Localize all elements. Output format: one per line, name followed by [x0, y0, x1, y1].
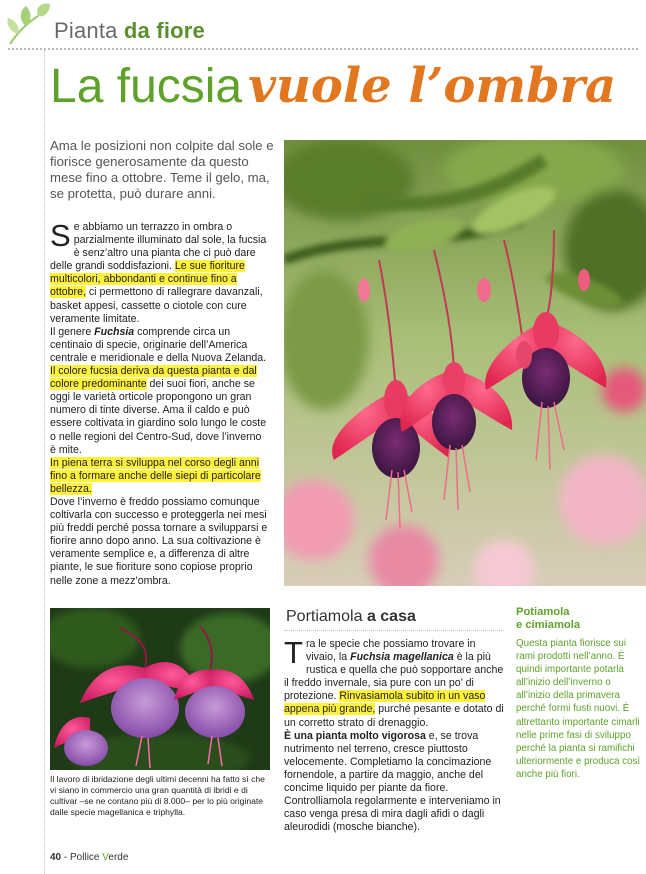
page-footer: 40 - Pollice Verde	[50, 852, 129, 863]
header-divider	[8, 48, 638, 50]
drop-cap: T	[284, 635, 303, 670]
fuchsia-hybrid-photo	[50, 608, 270, 770]
section-divider	[284, 630, 504, 631]
highlight: In piena terra si sviluppa nel corso degli anni fino a formare anche delle siepi di particolare bellezza.	[50, 456, 261, 495]
article-column	[50, 218, 270, 588]
intro-paragraph: Ama le posizioni non colpite dal sole e fiorisce generosamente da questo mese fino a ottobre. Teme il gelo, ma, se protetta, può durare anni.	[50, 138, 274, 201]
section-title: Portiamola a casa	[286, 608, 416, 625]
highlight: Le sue fioriture multicolori, abbondanti e continue fino a ottobre,	[50, 260, 245, 299]
section-paragraph: È una pianta molto vigorosa e, se trova nutrimento nel terreno, cresce piuttosto velocemente. Completiamo la concimazione fornendole, a partire da maggio, anche del concime liquido per piante da fiore. Controlliamola regolarmente e interveniamo in caso venga presa di mira dagli afidi o dagli aleurodidi (mosche bianche).	[284, 729, 501, 834]
fuchsia-photo	[284, 140, 646, 586]
page-number: 40	[50, 852, 62, 863]
article-paragraph: Se abbiamo un terrazzo in ombra o parzialmente illuminato dal sole, la fucsia è senz’altro una pianta che ci può dare delle grandi soddisfazioni. Le sue fioriture multicolori, abbondanti e continue fino a ottobre, ci permettono di rallegrare davanzali, basket appesi, cassette o ciotole con cure veramente limitate.	[50, 218, 267, 325]
article-paragraph	[50, 457, 270, 496]
highlight: Il colore fucsia deriva da questa pianta e dal colore predominante	[50, 365, 257, 391]
photo-caption: Il lavoro di ibridazione degli ultimi decenni ha fatto sì che vi siano in commercio una gran quantità di ibridi e di cultivar –se ne contano più di 8.000– per lo più originate dalle specie magellanica e triphylla.	[50, 774, 265, 817]
highlight: Rinvasiamola subito in un vaso appena più grande,	[284, 690, 486, 716]
article-paragraph: Il genere Fuchsia comprende circa un centinaio di specie, originarie dell’America centrale e meridionale e della Nuova Zelanda. Il colore fucsia deriva da questa pianta e dal colore predominante dei suoi fiori, anche se oggi le varietà orticole propongono un gran numero di tinte diverse. Ama il caldo e può essere coltivata in giardino solo lungo le coste o nelle regioni del Centro-Sud, dove l’inverno è mite.	[50, 325, 267, 456]
page-title: La fucsia vuole l’ombra	[50, 58, 617, 114]
section-paragraph: Tra le specie che possiamo trovare in vivaio, la Fuchsia magellanica è la più rustica e quella che può sopportare anche il freddo invernale, sia pure con un po’ di protezione. Rinvasiamola subito in un vaso appena più grande, purché pesante e dotato di un corretto strato di drenaggio.	[284, 635, 504, 729]
leaf-sprig-icon	[4, 2, 52, 46]
section-kicker: Pianta da fiore	[54, 18, 205, 43]
drop-cap: S	[50, 218, 71, 253]
species-name: Fuchsia magellanica	[350, 651, 454, 664]
sidebar-box	[516, 606, 646, 781]
article-paragraph: Dove l’inverno è freddo possiamo comunque coltivarla con successo e proteggerla nei mesi più freddi perché possa tornare a svilupparsi e fiorire anno dopo anno. La sua coltivazione è veramente semplice e, a differenza di altre piante, le sue fioriture sono copiose proprio nelle zone a mezz’ombra.	[50, 495, 268, 587]
sidebar-title: Potiamola e cimiamola	[516, 606, 581, 631]
genus-name: Fuchsia	[94, 325, 135, 338]
section-column	[284, 635, 506, 834]
margin-rule	[44, 50, 45, 874]
sidebar-text: Questa pianta fiorisce sui rami prodotti nell’anno. È quindi importante potarla all’inizio dell’inverno o all’inizio della primavera perché formi fusti nuovi. È altrettanto importante cimarli nelle prime fasi di sviluppo perché la pianta si ramifichi ulteriormente e produca così anche più fiori.	[516, 638, 641, 780]
